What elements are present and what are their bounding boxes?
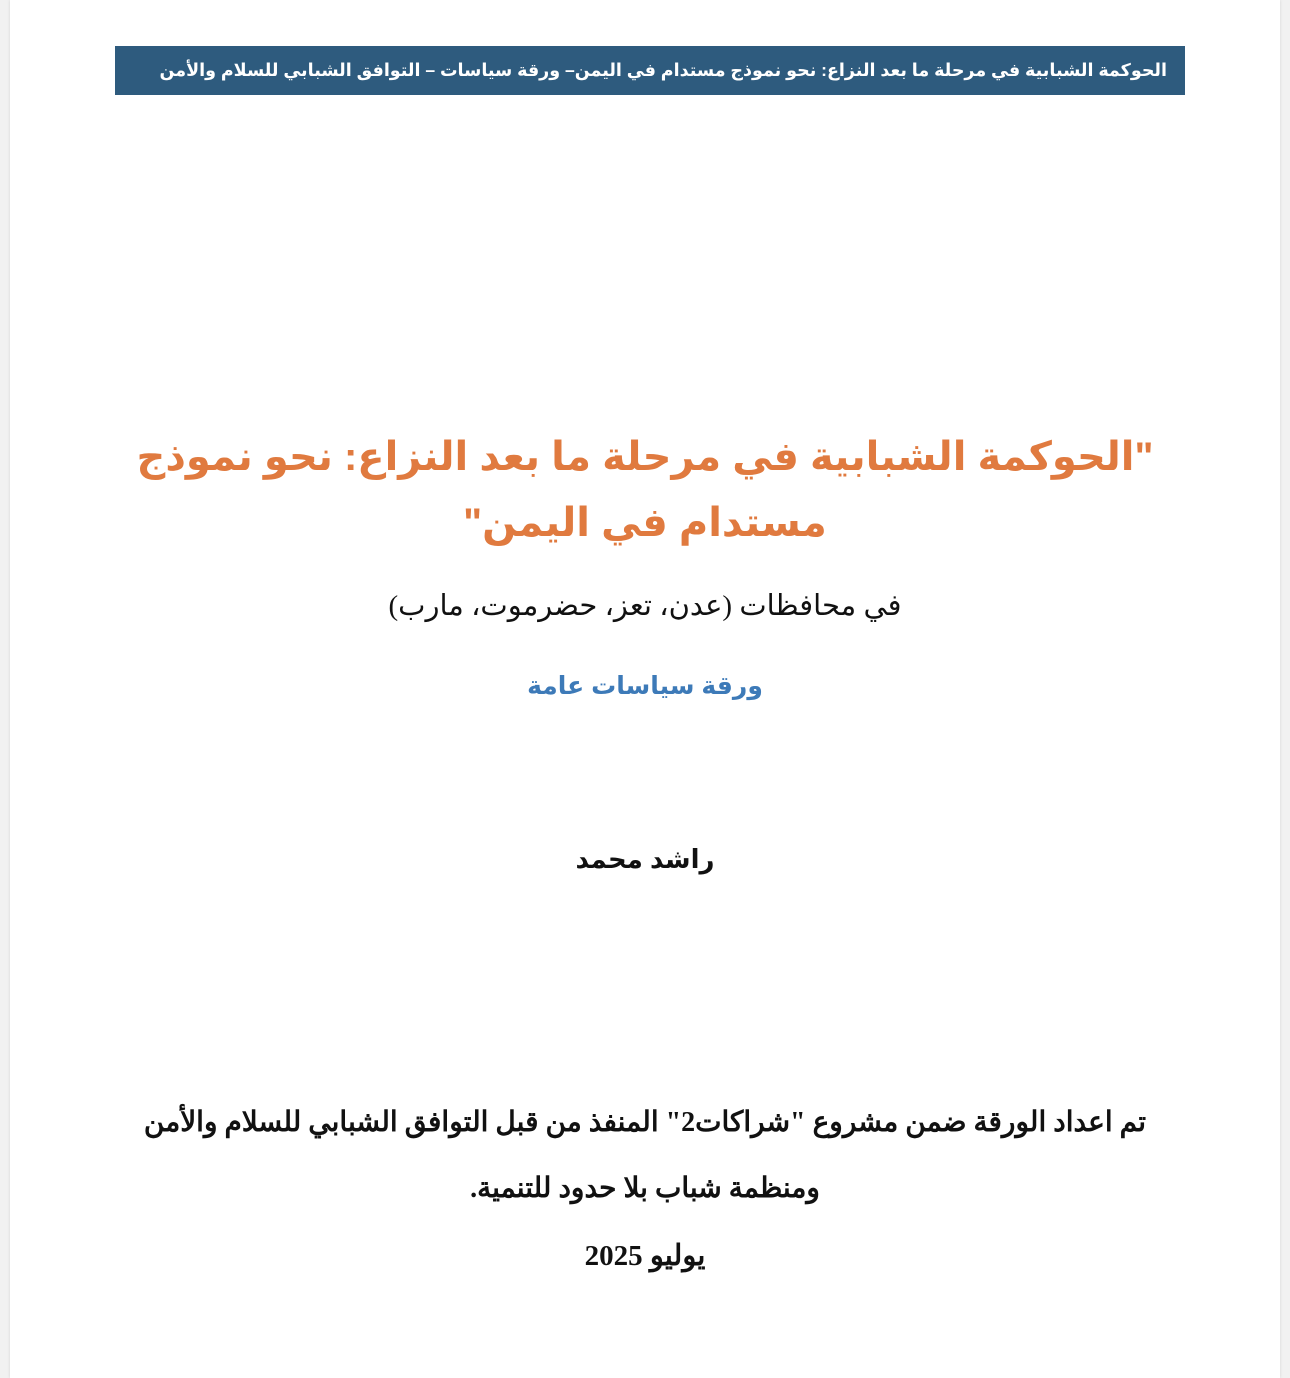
project-note-line-1: تم اعداد الورقة ضمن مشروع "شراكات2" المنفذ من قبل التوافق الشبابي للسلام والأمن xyxy=(143,1107,1147,1138)
cover-title-line-2: مستدام في اليمن" xyxy=(463,501,827,545)
project-note-line-2: ومنظمة شباب بلا حدود للتنمية. xyxy=(470,1173,820,1204)
paper-type-label: ورقة سياسات عامة xyxy=(527,672,763,700)
publication-date: يوليو 2025 xyxy=(584,1240,706,1272)
running-header-bar xyxy=(115,46,1185,95)
project-note xyxy=(10,1090,1280,1222)
cover-title-line-1: "الحوكمة الشبابية في مرحلة ما بعد النزاع: نحو نموذج xyxy=(136,435,1154,479)
governorates-subtitle: في محافظات (عدن، تعز، حضرموت، مارب) xyxy=(388,590,902,622)
cover-title xyxy=(10,424,1280,556)
author-name: راشد محمد xyxy=(575,844,715,874)
document-page xyxy=(10,0,1280,1378)
running-header-text: الحوكمة الشبابية في مرحلة ما بعد النزاع: نحو نموذج مستدام في اليمن– ورقة سياسات – التوافق الشبابي للسلام والأمن xyxy=(159,60,1167,80)
